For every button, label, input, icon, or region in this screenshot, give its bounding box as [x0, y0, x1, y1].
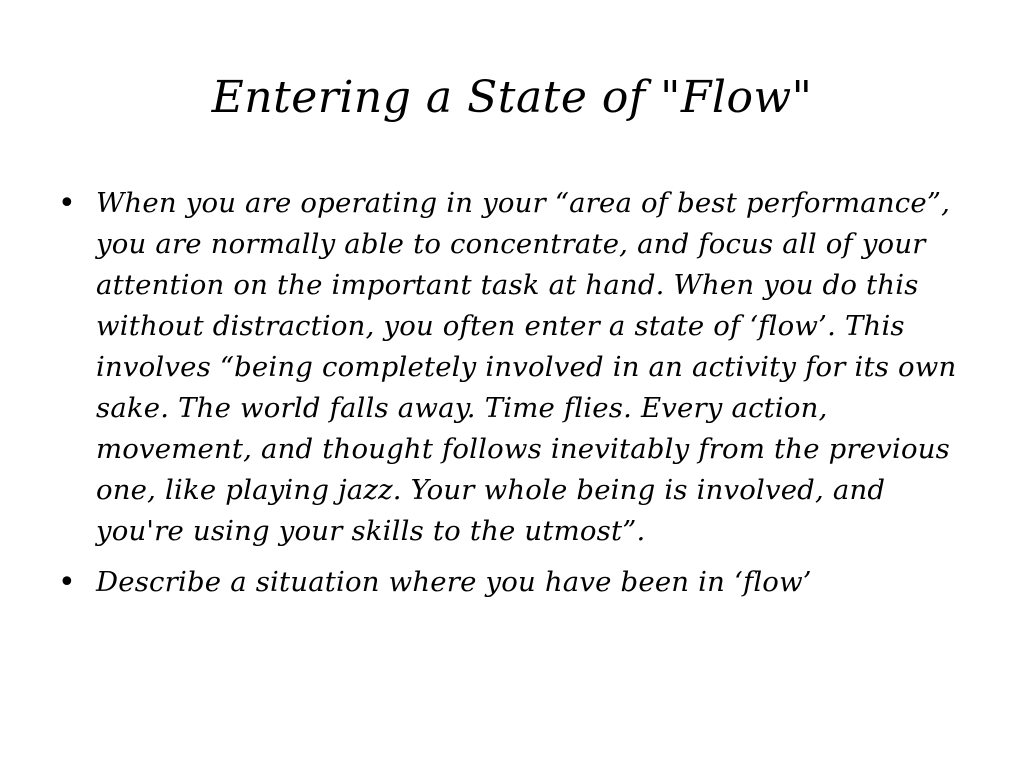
bullet-item-flow-description [58, 183, 970, 552]
slide-title: Entering a State of "Flow" [211, 72, 813, 123]
bullet-text: Describe a situation where you have been in ‘flow’ [96, 566, 812, 598]
bullet-list [58, 183, 970, 603]
bullet-marker: • [58, 186, 76, 221]
bullet-item-describe-situation [58, 562, 970, 603]
bullet-marker: • [58, 565, 76, 600]
bullet-text: When you are operating in your “area of best performance”, you are normally able to concentrate, and focus all of your attention on the important task at hand. When you do this without distraction, you often enter a state of ‘flow’. This involves “being completely involved in an activity for its own sake. The world falls away. Time flies. Every action, movement, and thought follows inevitably from the previous one, like playing jazz. Your whole being is involved, and you're using your skills to the utmost”. [96, 187, 957, 547]
